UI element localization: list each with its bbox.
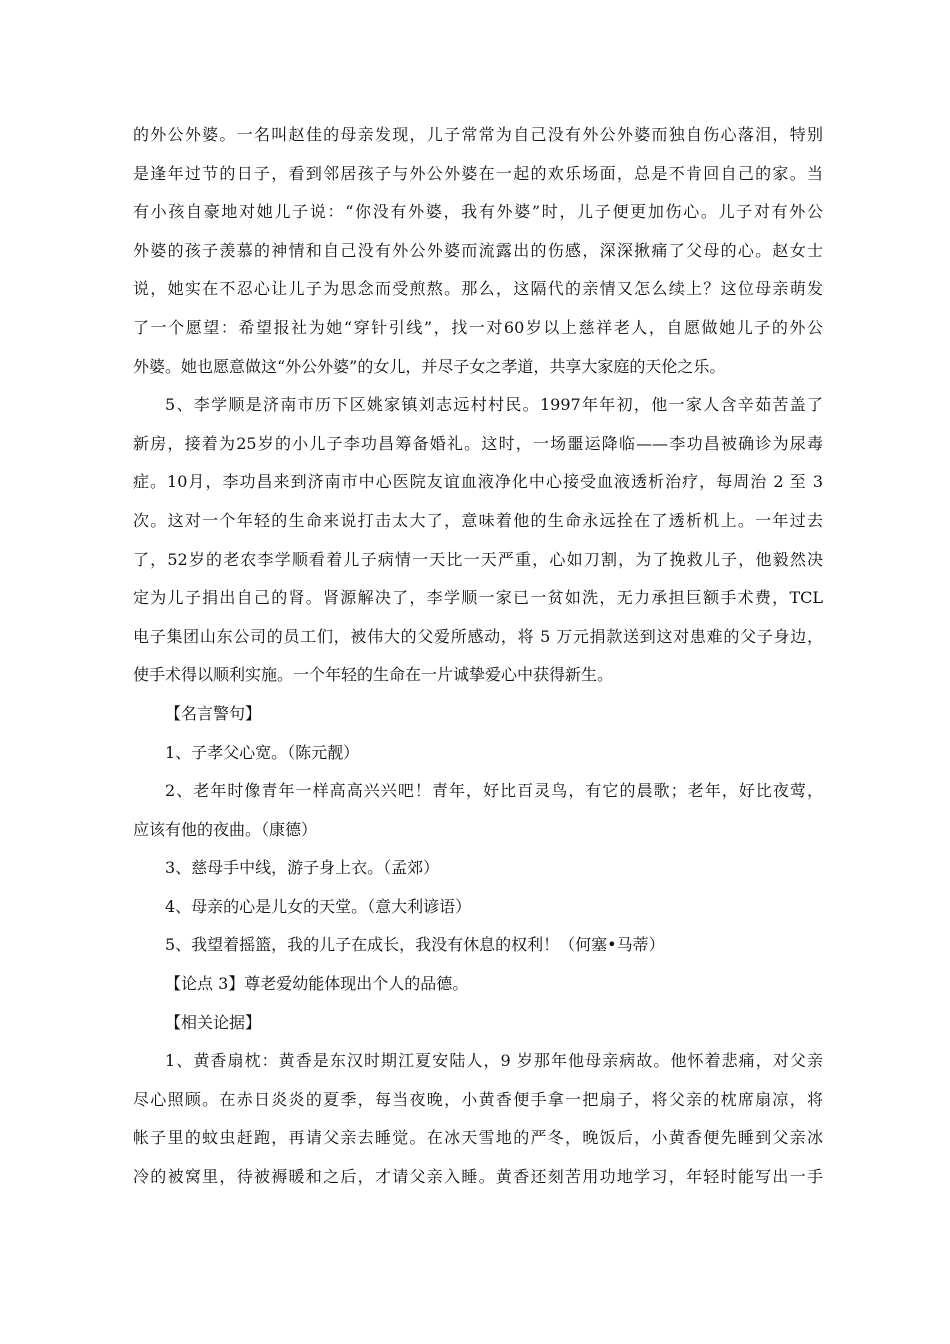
text-line: 1、子孝父心宽。（陈元靓） bbox=[165, 742, 360, 762]
text-line: 使手术得以顺利实施。一个年轻的生命在一片诚挚爱心中获得新生。 bbox=[133, 665, 614, 685]
text-line: 2、老年时像青年一样高高兴兴吧！青年，好比百灵鸟，有它的晨歌；老年，好比夜莺， bbox=[165, 781, 823, 801]
text-line: 5、李学顺是济南市历下区姚家镇刘志远村村民。1997年年初，他一家人含辛茹苦盖了 bbox=[165, 395, 823, 415]
text-line: 外婆的孩子羡慕的神情和自己没有外公外婆而流露出的伤感，深深揪痛了父母的心。赵女士 bbox=[133, 240, 823, 260]
document-body bbox=[133, 116, 823, 1197]
text-line: 了，52岁的老农李学顺看着儿子病情一天比一天严重，心如刀割，为了挽救儿子，他毅然决 bbox=[133, 549, 823, 569]
text-line: 4、母亲的心是儿女的天堂。（意大利谚语） bbox=[165, 896, 472, 916]
text-line: 【论点 3】尊老爱幼能体现出个人的品德。 bbox=[165, 974, 469, 994]
text-line: 外婆。她也愿意做这“外公外婆”的女儿，并尽子女之孝道，共享大家庭的天伦之乐。 bbox=[133, 356, 726, 376]
text-line: 电子集团山东公司的员工们，被伟大的父爱所感动，将 5 万元捐款送到这对患难的父子身边， bbox=[133, 626, 823, 646]
text-line: 的外公外婆。一名叫赵佳的母亲发现，儿子常常为自己没有外公外婆而独自伤心落泪，特别 bbox=[133, 125, 823, 144]
text-line: 说，她实在不忍心让儿子为思念而受煎熬。那么，这隔代的亲情又怎么续上？这位母亲萌发 bbox=[133, 279, 823, 299]
text-line: 是逢年过节的日子，看到邻居孩子与外公外婆在一起的欢乐场面，总是不肯回自己的家。当 bbox=[133, 163, 823, 183]
text-line: 帐子里的蚊虫赶跑，再请父亲去睡觉。在冰天雪地的严冬，晚饭后，小黄香便先睡到父亲冰 bbox=[133, 1128, 823, 1148]
text-line: 应该有他的夜曲。（康德） bbox=[133, 819, 318, 839]
text-line: 症。10月，李功昌来到济南市中心医院友谊血液净化中心接受血液透析治疗，每周治 2 至 3 bbox=[133, 472, 823, 492]
text-line: 3、慈母手中线，游子身上衣。（孟郊） bbox=[165, 858, 440, 878]
text-line: 尽心照顾。在赤日炎炎的夏季，每当夜晚，小黄香便手拿一把扇子，将父亲的枕席扇凉，将 bbox=[133, 1089, 823, 1109]
text-line: 1、黄香扇枕：黄香是东汉时期江夏安陆人，9 岁那年他母亲病故。他怀着悲痛，对父亲 bbox=[165, 1051, 823, 1071]
text-line: 【相关论据】 bbox=[165, 1012, 262, 1032]
text-line: 定为儿子捐出自己的肾。肾源解决了，李学顺一家已一贫如洗，无力承担巨额手术费，TCL bbox=[133, 588, 823, 608]
text-line: 了一个愿望：希望报社为她“穿针引线”，找一对60岁以上慈祥老人，自愿做她儿子的外公 bbox=[133, 317, 823, 337]
text-line: 新房，接着为25岁的小儿子李功昌筹备婚礼。这时，一场噩运降临——李功昌被确诊为尿毒 bbox=[133, 433, 823, 453]
text-line: 次。这对一个年轻的生命来说打击太大了，意味着他的生命永远拴在了透析机上。一年过去 bbox=[133, 510, 823, 530]
text-line: 有小孩自豪地对她儿子说：“你没有外婆，我有外婆”时，儿子便更加伤心。儿子对有外公 bbox=[133, 202, 823, 222]
text-line: 冷的被窝里，待被褥暖和之后，才请父亲入睡。黄香还刻苦用功地学习，年轻时能写出一手 bbox=[133, 1167, 823, 1187]
text-line: 5、我望着摇篮，我的儿子在成长，我没有休息的权利！（何塞•马蒂） bbox=[165, 935, 665, 955]
text-line: 【名言警句】 bbox=[165, 703, 262, 723]
